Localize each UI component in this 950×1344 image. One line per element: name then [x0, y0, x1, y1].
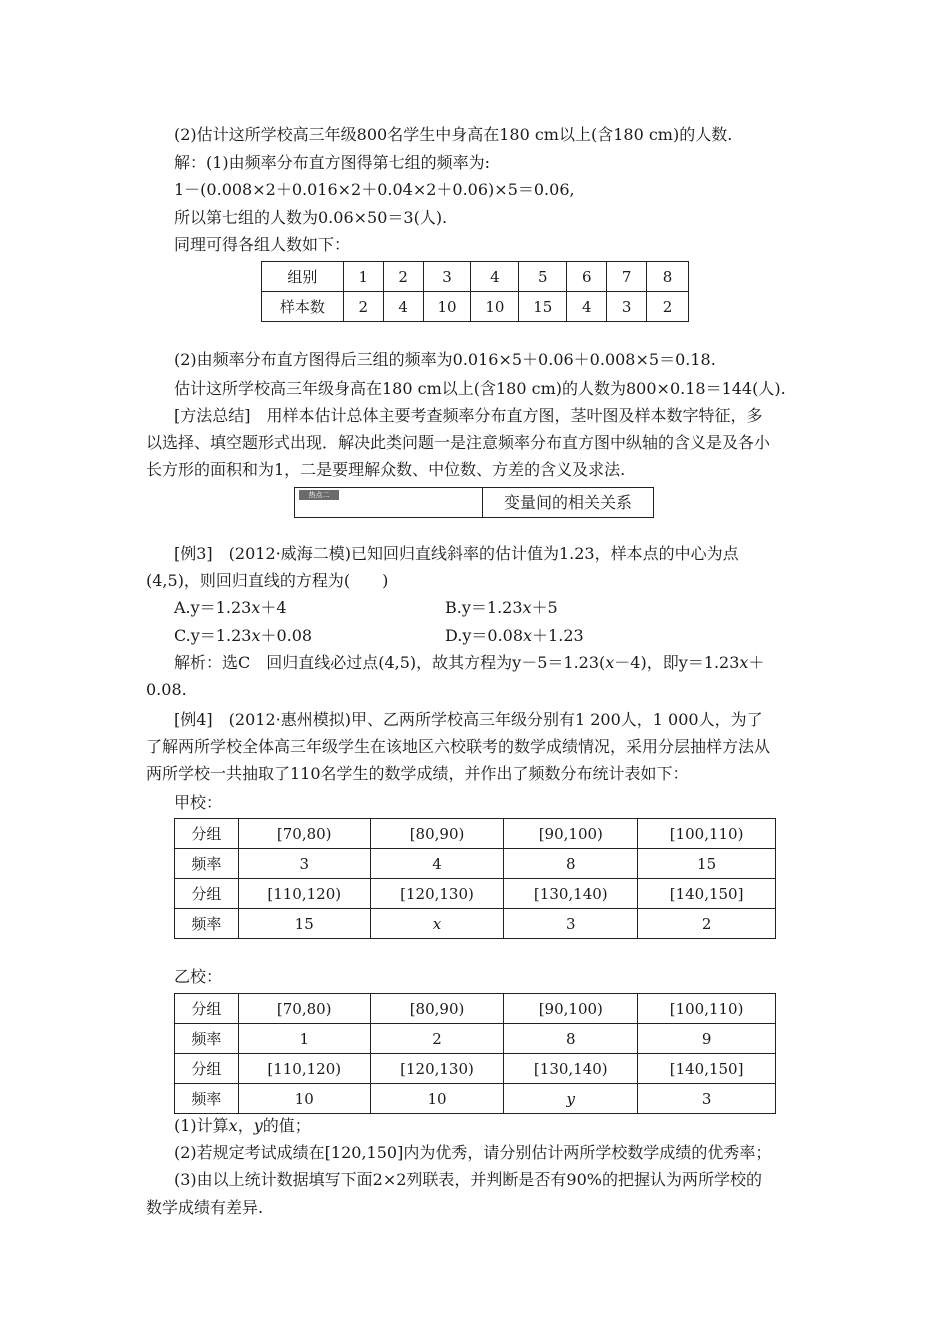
table-cell: 分组: [175, 819, 239, 849]
text-line: 甲校：: [174, 793, 223, 812]
table-cell: [110,120): [238, 879, 370, 909]
table-cell: 频率: [175, 909, 239, 939]
table-cell: [110,120): [238, 1054, 370, 1084]
text-line: 1－(0.008×2＋0.016×2＋0.04×2＋0.06)×5＝0.06,: [174, 180, 575, 199]
table-cell: 15: [519, 292, 567, 322]
table-cell: 4: [471, 262, 519, 292]
text-line: 数学成绩有差异.: [146, 1198, 264, 1217]
section-badge: 热点二: [299, 490, 339, 500]
table-cell: [90,100): [504, 819, 638, 849]
text-line: 0.08.: [146, 680, 187, 699]
text-line: (1)计算x，y的值；: [174, 1116, 311, 1135]
table-cell: 3: [607, 292, 647, 322]
table-cell: [140,150]: [638, 1054, 776, 1084]
table-cell: [140,150]: [638, 879, 776, 909]
table-cell: 频率: [175, 1084, 239, 1114]
table-cell: 频率: [175, 1024, 239, 1054]
section-header: [294, 487, 654, 518]
table-cell: [70,80): [238, 994, 370, 1024]
table-cell: 10: [471, 292, 519, 322]
table-cell: 15: [238, 909, 370, 939]
table-cell: 1: [343, 262, 383, 292]
table-cell: 2: [343, 292, 383, 322]
option-c: C.y＝1.23x＋0.08: [174, 626, 313, 645]
text-line: 估计这所学校高三年级身高在180 cm以上(含180 cm)的人数为800×0.18＝144(人).: [174, 379, 786, 398]
text-line: [方法总结] 用样本估计总体主要考查频率分布直方图，茎叶图及样本数字特征，多: [174, 406, 763, 425]
table-cell: 10: [423, 292, 471, 322]
table-cell: [130,140): [504, 879, 638, 909]
table-cell: 分组: [175, 1054, 239, 1084]
text-line: 解析：选C 回归直线必过点(4,5)，故其方程为y－5＝1.23(x－4)，即y＝1.23x＋: [174, 653, 765, 672]
text-line: [例3] (2012·威海二模)已知回归直线斜率的估计值为1.23，样本点的中心为点: [174, 544, 739, 563]
table-cell: 分组: [175, 994, 239, 1024]
table-row: [175, 909, 776, 939]
school-jia-table: [174, 818, 776, 939]
table-cell: 6: [567, 262, 607, 292]
table-row: [262, 262, 689, 292]
table-cell: [130,140): [504, 1054, 638, 1084]
table-cell: 组别: [262, 262, 344, 292]
table-cell: [120,130): [370, 1054, 504, 1084]
table-row: [175, 849, 776, 879]
table-cell: 3: [504, 909, 638, 939]
table-cell: 1: [238, 1024, 370, 1054]
text-line: (4,5)，则回归直线的方程为( ): [146, 571, 389, 590]
table-cell: [100,110): [638, 994, 776, 1024]
table-cell: 8: [504, 849, 638, 879]
table-cell: 2: [647, 292, 689, 322]
text-line: 了解两所学校全体高三年级学生在该地区六校联考的数学成绩情况，采用分层抽样方法从: [146, 737, 771, 756]
table-cell: 2: [370, 1024, 504, 1054]
text-line: (2)由频率分布直方图得后三组的频率为0.016×5＋0.06＋0.008×5＝0.18.: [174, 350, 716, 369]
table-cell: 4: [370, 849, 504, 879]
table-cell: 5: [519, 262, 567, 292]
option-d: D.y＝0.08x＋1.23: [445, 626, 584, 645]
table-cell: [120,130): [370, 879, 504, 909]
group-count-table: [261, 261, 689, 322]
option-a: A.y＝1.23x＋4: [174, 598, 287, 617]
text-line: 长方形的面积和为1，二是要理解众数、中位数、方差的含义及求法.: [146, 460, 626, 479]
table-cell: 15: [638, 849, 776, 879]
text-line: (3)由以上统计数据填写下面2×2列联表，并判断是否有90%的把握认为两所学校的: [174, 1170, 762, 1189]
table-row: [175, 1024, 776, 1054]
table-row: [175, 879, 776, 909]
table-cell: 10: [370, 1084, 504, 1114]
table-cell: 9: [638, 1024, 776, 1054]
table-row: [175, 1084, 776, 1114]
text-line: [例4] (2012·惠州模拟)甲、乙两所学校高三年级分别有1 200人，1 000人，为了: [174, 710, 763, 729]
table-cell: 8: [504, 1024, 638, 1054]
table-cell: 8: [647, 262, 689, 292]
table-cell: 4: [567, 292, 607, 322]
table-cell: [70,80): [238, 819, 370, 849]
table-cell: [90,100): [504, 994, 638, 1024]
table-cell: 7: [607, 262, 647, 292]
table-cell: 频率: [175, 849, 239, 879]
table-cell: [80,90): [370, 819, 504, 849]
school-yi-table: [174, 993, 776, 1114]
table-cell: y: [504, 1084, 638, 1114]
option-b: B.y＝1.23x＋5: [445, 598, 558, 617]
table-cell: 样本数: [262, 292, 344, 322]
section-title: 变量间的相关关系: [503, 493, 632, 512]
table-cell: [100,110): [638, 819, 776, 849]
table-cell: 2: [638, 909, 776, 939]
text-line: (2)若规定考试成绩在[120,150]内为优秀，请分别估计两所学校数学成绩的优秀率；: [174, 1143, 772, 1162]
table-cell: [80,90): [370, 994, 504, 1024]
text-line: (2)估计这所学校高三年级800名学生中身高在180 cm以上(含180 cm)的人数.: [174, 125, 733, 144]
table-cell: 4: [383, 292, 423, 322]
table-row: [175, 994, 776, 1024]
text-line: 两所学校一共抽取了110名学生的数学成绩，并作出了频数分布统计表如下：: [146, 764, 689, 783]
table-cell: 3: [423, 262, 471, 292]
section-badge-area: [295, 488, 483, 517]
table-row: [175, 819, 776, 849]
table-cell: 3: [238, 849, 370, 879]
table-cell: 10: [238, 1084, 370, 1114]
table-row: [175, 1054, 776, 1084]
text-line: 以选择、填空题形式出现．解决此类问题一是注意频率分布直方图中纵轴的含义是及各小: [146, 433, 771, 452]
text-line: 所以第七组的人数为0.06×50＝3(人).: [174, 208, 448, 227]
text-line: 同理可得各组人数如下：: [174, 235, 351, 254]
table-row: [262, 292, 689, 322]
table-cell: x: [370, 909, 504, 939]
text-line: 乙校：: [174, 967, 223, 986]
table-cell: 分组: [175, 879, 239, 909]
text-line: 解：(1)由频率分布直方图得第七组的频率为:: [174, 153, 491, 172]
table-cell: 2: [383, 262, 423, 292]
table-cell: 3: [638, 1084, 776, 1114]
